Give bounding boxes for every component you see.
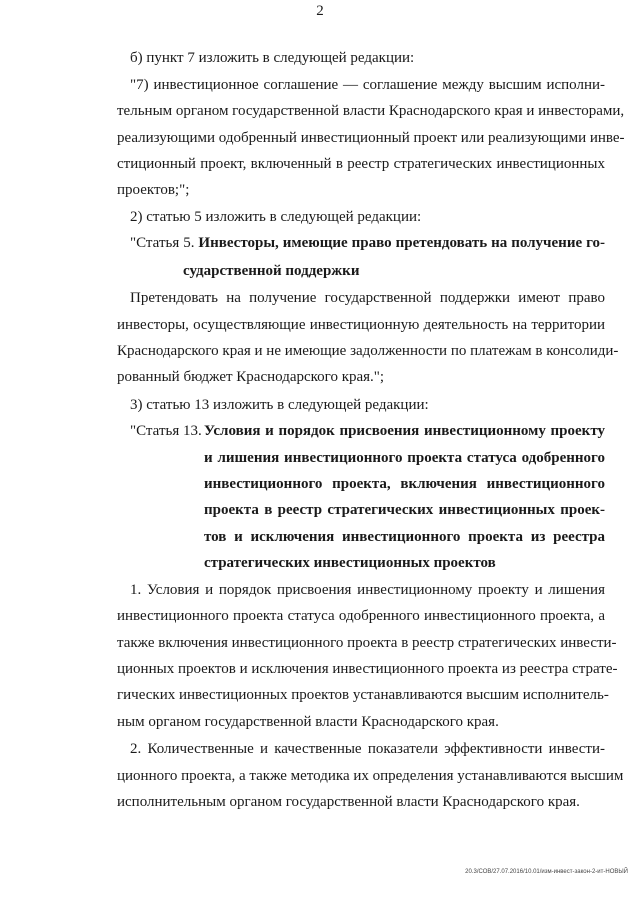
page-number: 2 — [316, 3, 324, 19]
text-line: 2. Количественные и качественные показатели эффективности инвести- — [130, 741, 605, 757]
text-line: инвесторы, осуществляющие инвестиционную деятельность на территории — [117, 317, 605, 333]
text-line: Краснодарского края и не имеющие задолженности по платежам в консолиди- — [117, 343, 619, 359]
text-line: инвестиционного проекта статуса одобренного инвестиционного проекта, а — [117, 608, 605, 624]
article-label: "Статья 5. — [130, 235, 195, 251]
article-title: проекта в реестр стратегических инвестиционных проек- — [204, 502, 605, 518]
text-line: гических инвестиционных проектов устанавливаются высшим исполнитель- — [117, 687, 609, 703]
article-title: стратегических инвестиционных проектов — [204, 555, 496, 571]
article-title: Условия и порядок присвоения инвестиционному проекту — [204, 423, 605, 439]
article-title: Инвесторы, имеющие право претендовать на получение го- — [198, 235, 606, 251]
text-line: тельным органом государственной власти Краснодарского края и инвесторами, — [117, 103, 625, 119]
text-line: также включения инвестиционного проекта в реестр стратегических инвести- — [117, 635, 617, 651]
text-line: ным органом государственной власти Краснодарского края. — [117, 714, 499, 730]
text-line: 1. Условия и порядок присвоения инвестиционному проекту и лишения — [130, 582, 605, 598]
article-label: "Статья 13. — [130, 423, 202, 439]
document-footer: 20.3/СОВ/27.07.2016/10.01/изм-инвест-закон-2-ит-НОВЫЙ — [465, 869, 628, 875]
text-line: реализующими одобренный инвестиционный проект или реализующими инве- — [117, 130, 625, 146]
article-title: инвестиционного проекта, включения инвестиционного — [204, 476, 605, 492]
article-5-heading — [130, 234, 605, 252]
text-line: исполнительным органом государственной власти Краснодарского края. — [117, 794, 580, 810]
text-line: 2) статью 5 изложить в следующей редакции: — [130, 209, 422, 225]
article-title-continuation: сударственной поддержки — [183, 263, 360, 279]
text-line: 3) статью 13 изложить в следующей редакции: — [130, 397, 429, 413]
article-title: тов и исключения инвестиционного проекта из реестра — [204, 529, 605, 545]
text-line: б) пункт 7 изложить в следующей редакции: — [130, 50, 415, 66]
text-line: "7) инвестиционное соглашение — соглашение между высшим исполни- — [130, 77, 605, 93]
text-line: Претендовать на получение государственной поддержки имеют право — [130, 290, 605, 306]
text-line: ционных проектов и исключения инвестиционного проекта из реестра страте- — [117, 661, 618, 677]
text-line: ционного проекта, а также методика их определения устанавливаются высшим — [117, 768, 624, 784]
text-line: рованный бюджет Краснодарского края."; — [117, 369, 385, 385]
article-title: и лишения инвестиционного проекта статуса одобренного — [204, 450, 605, 466]
text-line: стиционный проект, включенный в реестр стратегических инвестиционных — [117, 156, 605, 172]
text-line: проектов;"; — [117, 182, 190, 198]
